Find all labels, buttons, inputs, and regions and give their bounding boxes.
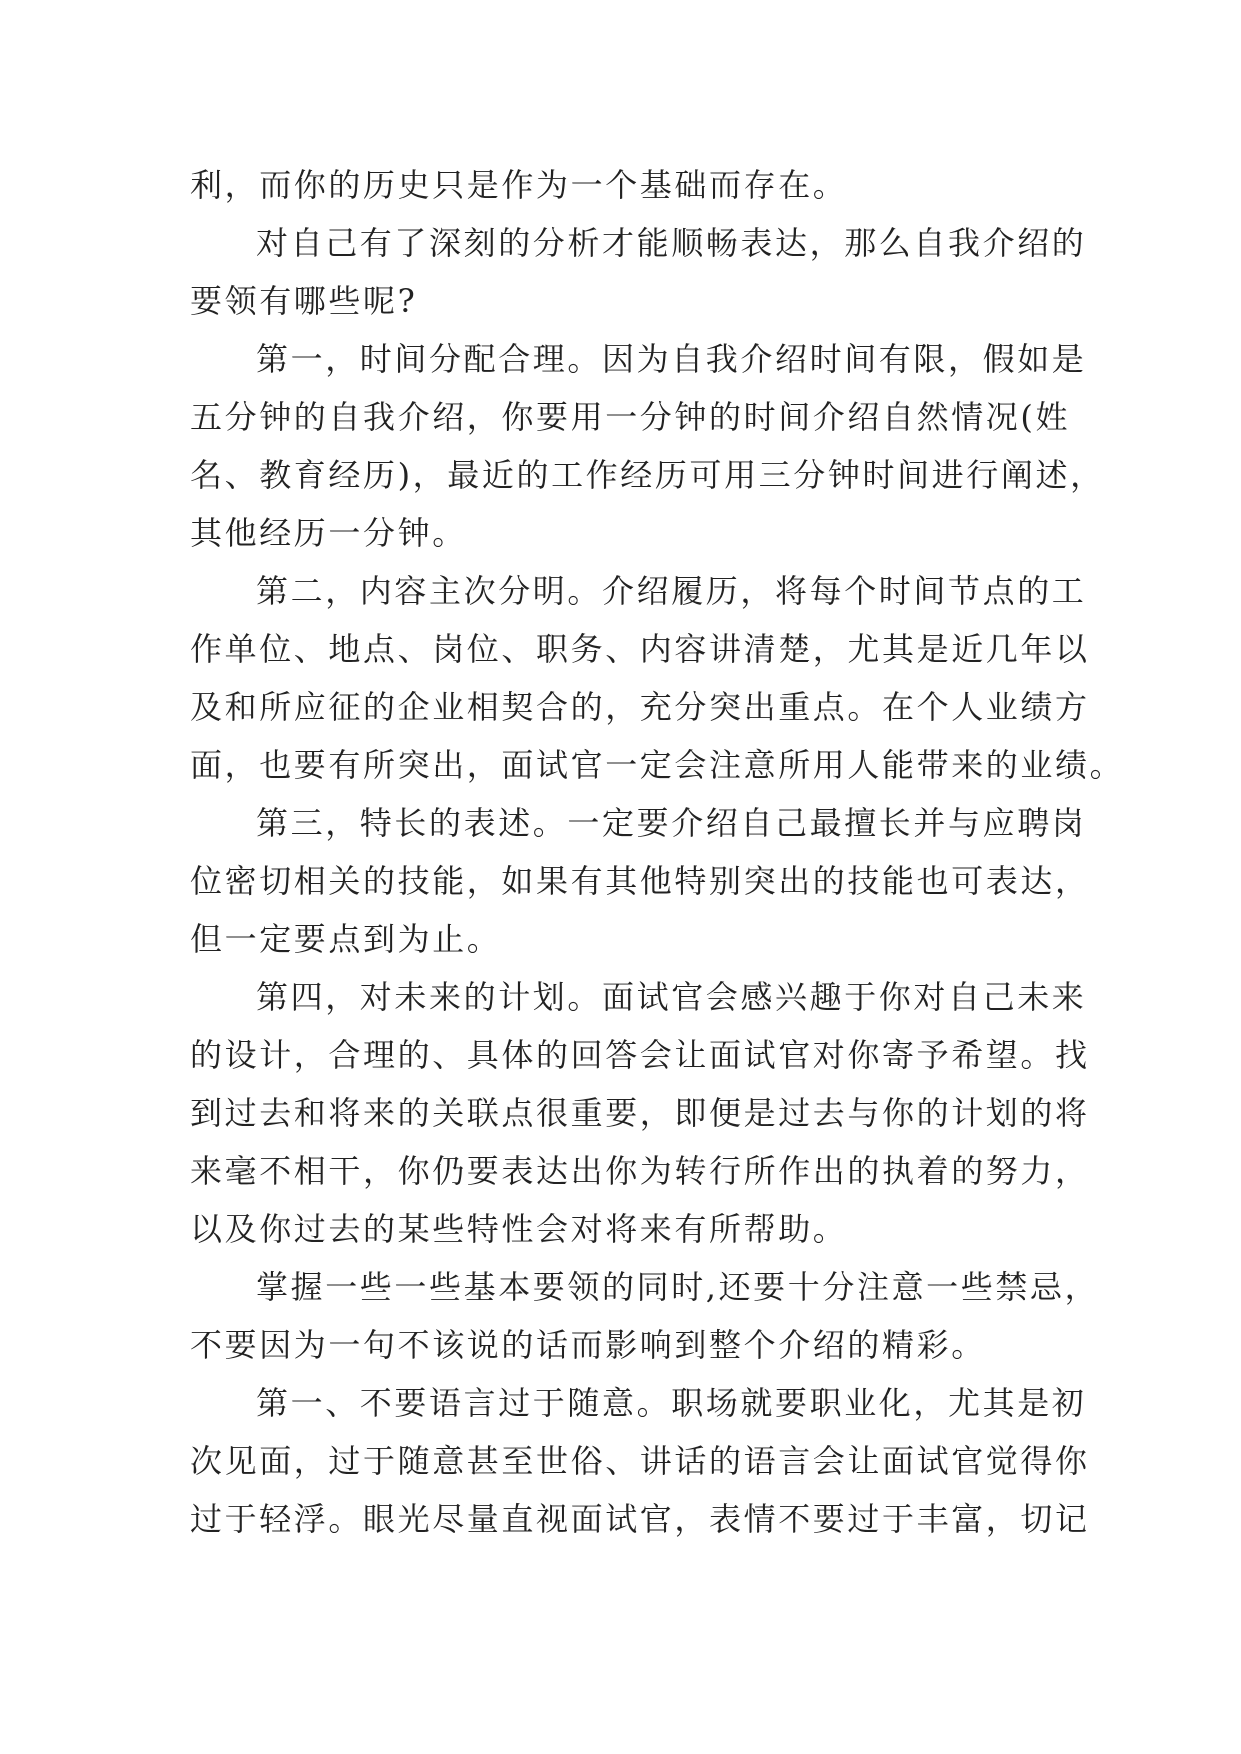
paragraph xyxy=(190,156,1060,214)
text-line: 的设计，合理的、具体的回答会让面试官对你寄予希望。找 xyxy=(190,1036,1090,1074)
text-line: 五分钟的自我介绍，你要用一分钟的时间介绍自然情况(姓 xyxy=(190,398,1071,436)
text-line: 第三，特长的表述。一定要介绍自己最擅长并与应聘岗 xyxy=(256,804,1087,842)
paragraph xyxy=(190,330,1105,562)
text-line: 以及你过去的某些特性会对将来有所帮助。 xyxy=(190,1210,848,1248)
text-line: 第四，对未来的计划。面试官会感兴趣于你对自己未来 xyxy=(256,978,1087,1016)
text-line: 掌握一些一些基本要领的同时,还要十分注意一些禁忌， xyxy=(256,1268,1100,1306)
paragraph xyxy=(190,1258,1100,1374)
text-line: 来毫不相干，你仍要表达出你为转行所作出的执着的努力， xyxy=(190,1152,1090,1190)
text-line: 第一，时间分配合理。因为自我介绍时间有限，假如是 xyxy=(256,340,1087,378)
text-line: 对自己有了深刻的分析才能顺畅表达，那么自我介绍的 xyxy=(256,224,1087,262)
text-line: 但一定要点到为止。 xyxy=(190,920,502,958)
text-line: 及和所应征的企业相契合的，充分突出重点。在个人业绩方 xyxy=(190,688,1090,726)
text-line: 面，也要有所突出，面试官一定会注意所用人能带来的业绩。 xyxy=(190,746,1125,784)
text-line: 第二，内容主次分明。介绍履历，将每个时间节点的工 xyxy=(256,572,1087,610)
text-line: 第一、不要语言过于随意。职场就要职业化，尤其是初 xyxy=(256,1384,1087,1422)
text-line: 过于轻浮。眼光尽量直视面试官，表情不要过于丰富，切记 xyxy=(190,1500,1090,1538)
text-line: 位密切相关的技能，如果有其他特别突出的技能也可表达， xyxy=(190,862,1090,900)
paragraph xyxy=(190,968,1090,1258)
document-body xyxy=(190,156,1125,1548)
text-line: 作单位、地点、岗位、职务、内容讲清楚，尤其是近几年以 xyxy=(190,630,1090,668)
paragraph xyxy=(190,1374,1090,1548)
text-line: 次见面，过于随意甚至世俗、讲话的语言会让面试官觉得你 xyxy=(190,1442,1090,1480)
paragraph xyxy=(190,794,1090,968)
text-line: 利，而你的历史只是作为一个基础而存在。 xyxy=(190,166,848,204)
paragraph xyxy=(190,214,1087,330)
text-line: 到过去和将来的关联点很重要，即便是过去与你的计划的将 xyxy=(190,1094,1090,1132)
text-line: 名、教育经历)，最近的工作经历可用三分钟时间进行阐述， xyxy=(190,456,1105,494)
text-line: 其他经历一分钟。 xyxy=(190,514,467,552)
text-line: 不要因为一句不该说的话而影响到整个介绍的精彩。 xyxy=(190,1326,986,1364)
text-line: 要领有哪些呢? xyxy=(190,282,418,320)
paragraph xyxy=(190,562,1125,794)
